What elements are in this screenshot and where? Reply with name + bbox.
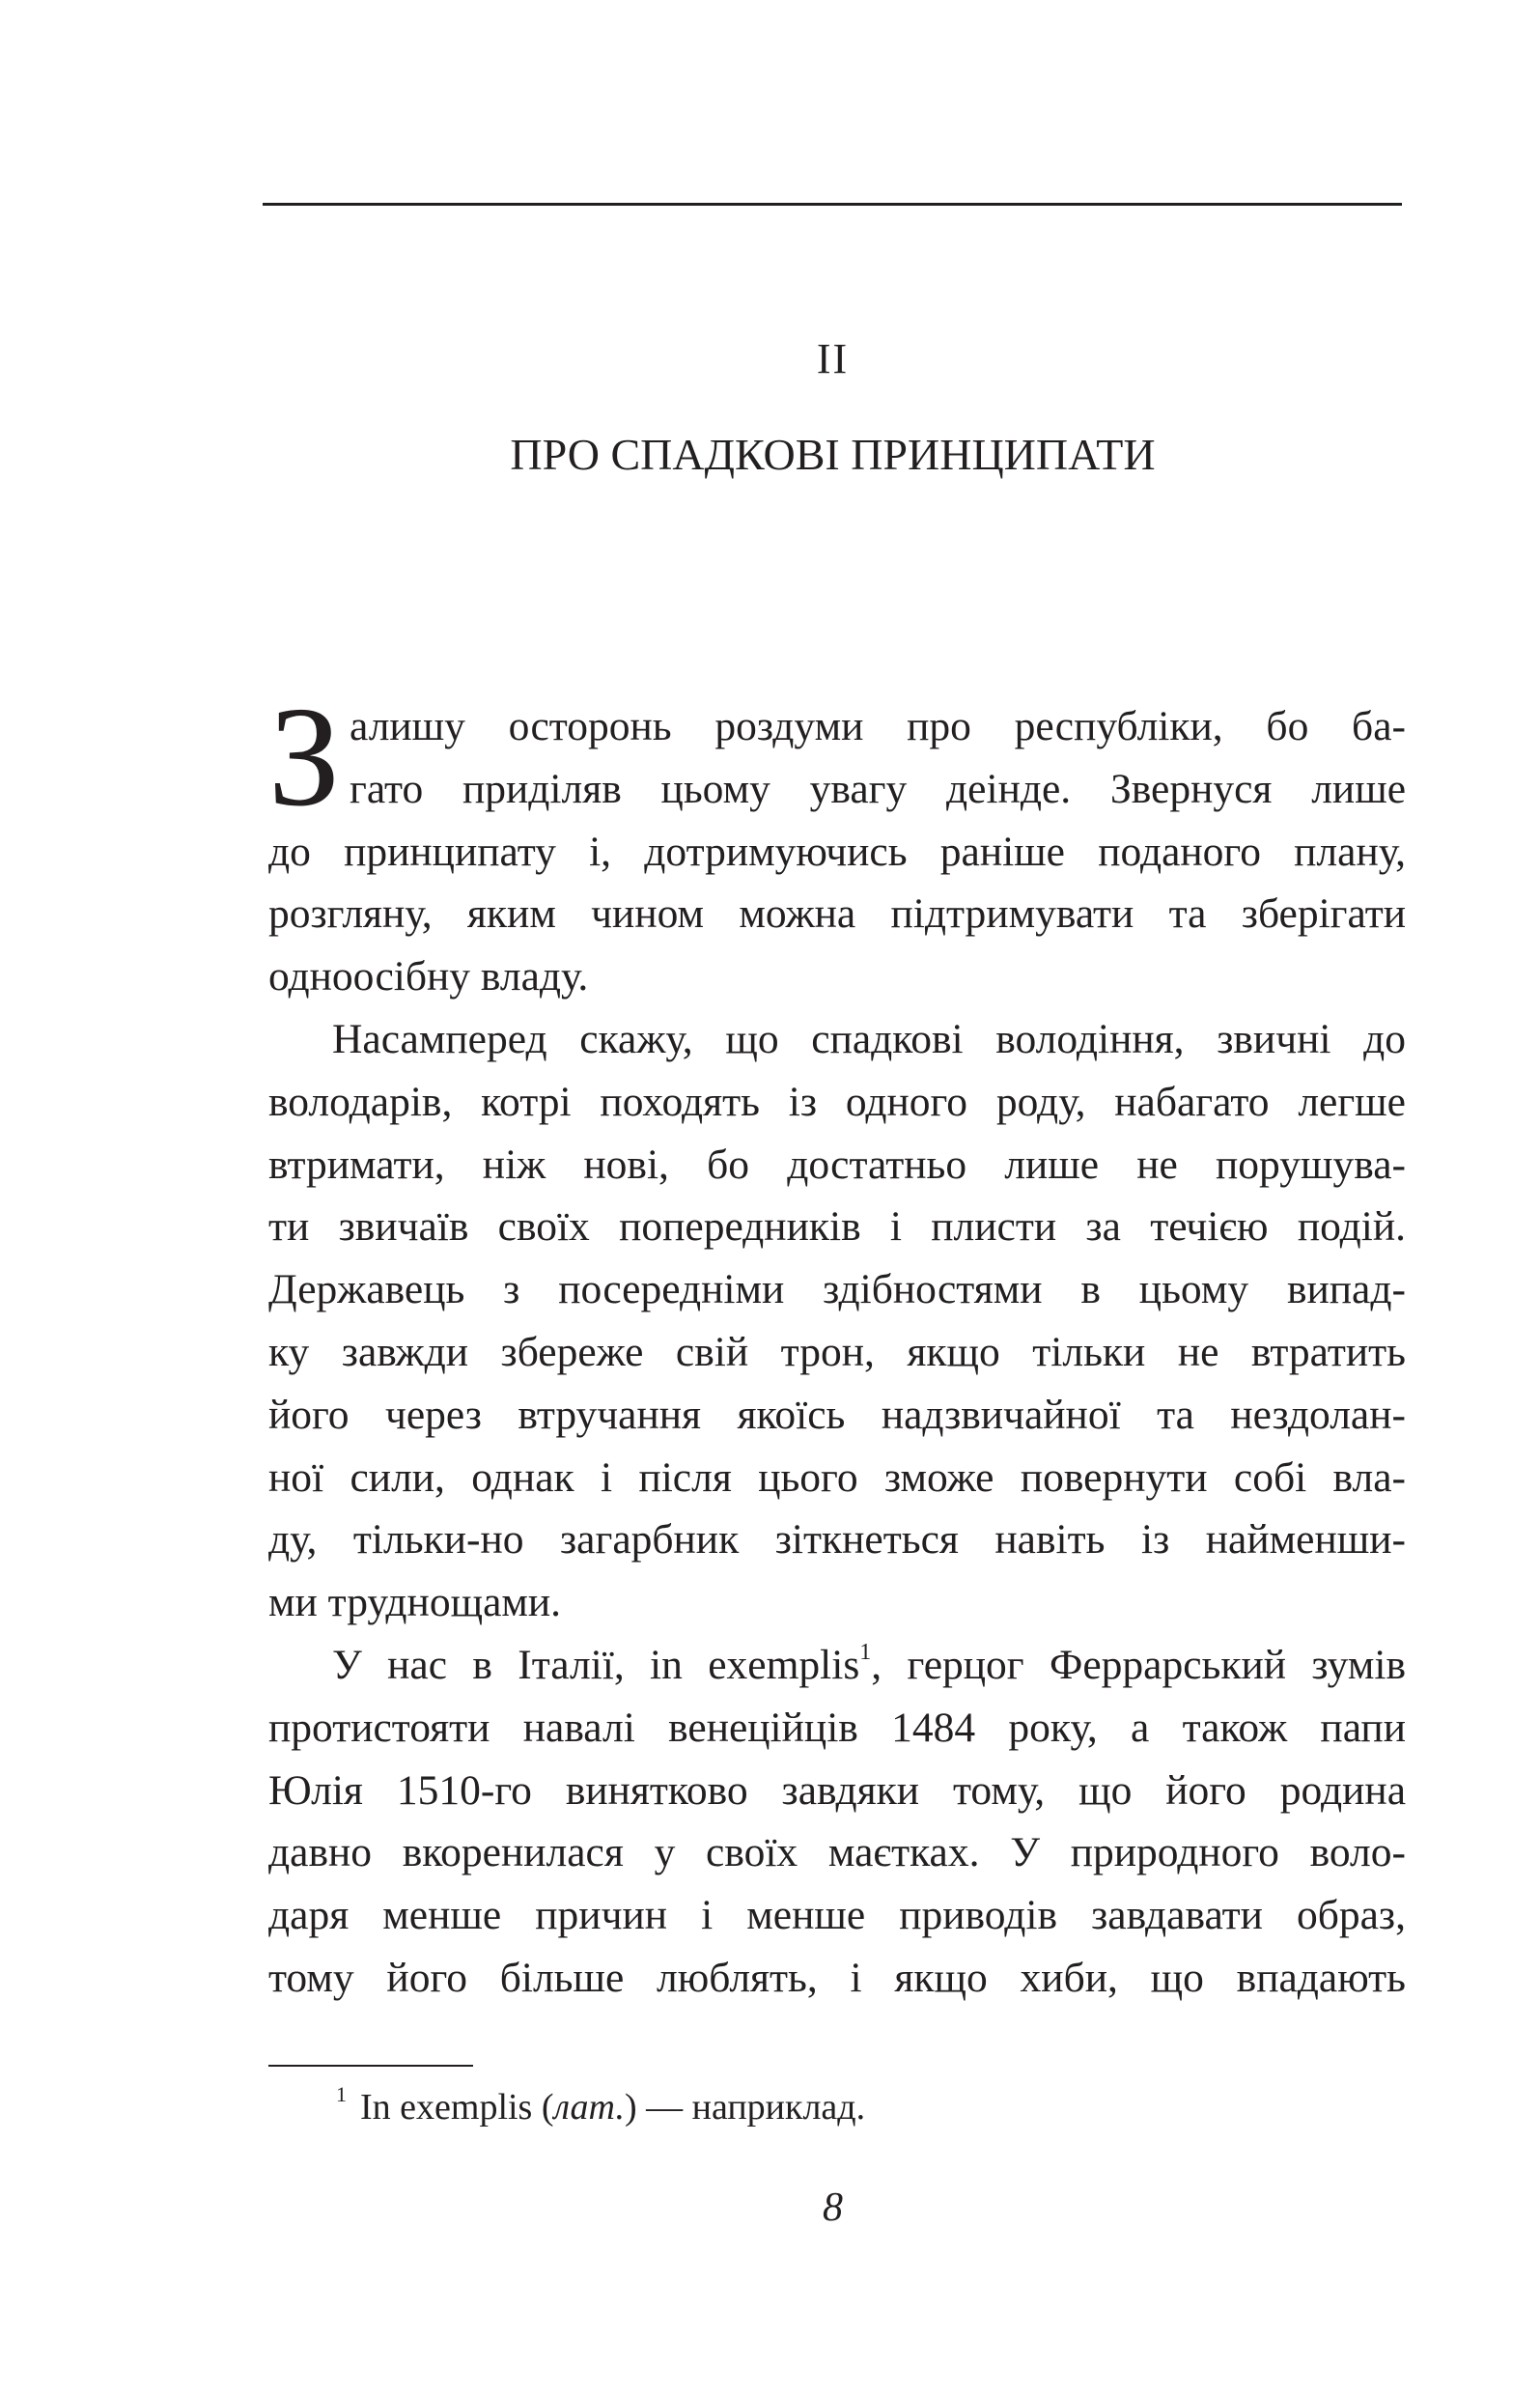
body-text [268, 678, 1406, 2010]
text-line: ти звичаїв своїх попередників і плисти за течією подій. [268, 1203, 1406, 1251]
text-line: даря менше причин і менше приводів завдавати образ, [268, 1892, 1406, 1939]
text-line: одноосібну владу. [268, 953, 589, 1001]
text-line: розгляну, яким чином можна підтримувати та зберігати [268, 890, 1406, 938]
text-line: Насамперед скажу, що спадкові володіння, звичні до [332, 1015, 1406, 1062]
chapter-number: II [816, 335, 850, 382]
text-line: Юлія 1510-го винятково завдяки тому, що його родина [268, 1766, 1406, 1814]
text-line: давно вкоренилася у своїх маєтках. У природного воло- [268, 1829, 1406, 1876]
text-line: ми труднощами. [268, 1579, 562, 1626]
text-line: його через втручання якоїсь надзвичайної та нездолан- [268, 1391, 1406, 1438]
text-line: гато приділяв цьому увагу деінде. Звернуся лише [350, 765, 1406, 812]
text-line: протистояти навалі венеційців 1484 року, а також папи [268, 1704, 1406, 1751]
text-line: тому його більше люблять, і якщо хиби, що впадають [268, 1954, 1406, 2001]
footnote-text: ) — наприклад. [624, 2087, 866, 2128]
text-line: алишу осторонь роздуми про республіки, бо ба- [350, 703, 1406, 749]
text-line: ку завжди збереже свій трон, якщо тільки не втратить [268, 1328, 1406, 1375]
text-line: Державець з посередніми здібностями в цьому випад- [268, 1266, 1406, 1313]
footnote-reference[interactable]: 1 [859, 1639, 872, 1665]
paragraph-2 [268, 1008, 1406, 1634]
footnote-mark: 1 [336, 2082, 347, 2106]
top-rule [263, 203, 1402, 206]
paragraph-3 [268, 1634, 1406, 2010]
text-line [268, 1634, 1406, 1697]
text-segment: У нас в Італії, in exemplis [332, 1641, 860, 1688]
text-line: до принципату і, дотримуючись раніше поданого плану, [268, 828, 1406, 875]
footnote-rule [268, 2065, 473, 2067]
text-segment: , герцог Феррарський зумів [871, 1641, 1406, 1688]
footnote-text-italic: лат. [553, 2087, 625, 2128]
footnote-text: In exemplis ( [360, 2087, 554, 2128]
page-number: 8 [823, 2185, 843, 2230]
chapter-title: ПРО СПАДКОВІ ПРИНЦИПАТИ [510, 430, 1156, 479]
text-line: володарів, котрі походять із одного роду, набагато легше [268, 1078, 1406, 1125]
footnote [336, 2082, 866, 2130]
text-line: ної сили, однак і після цього зможе повернути собі вла- [268, 1453, 1406, 1501]
text-line: ду, тільки-но загарбник зіткнеться навіть із найменши- [268, 1516, 1406, 1564]
drop-cap: З [268, 678, 341, 836]
paragraph-1 [268, 678, 1406, 1008]
text-line: втримати, ніж нові, бо достатньо лише не порушува- [268, 1141, 1406, 1188]
